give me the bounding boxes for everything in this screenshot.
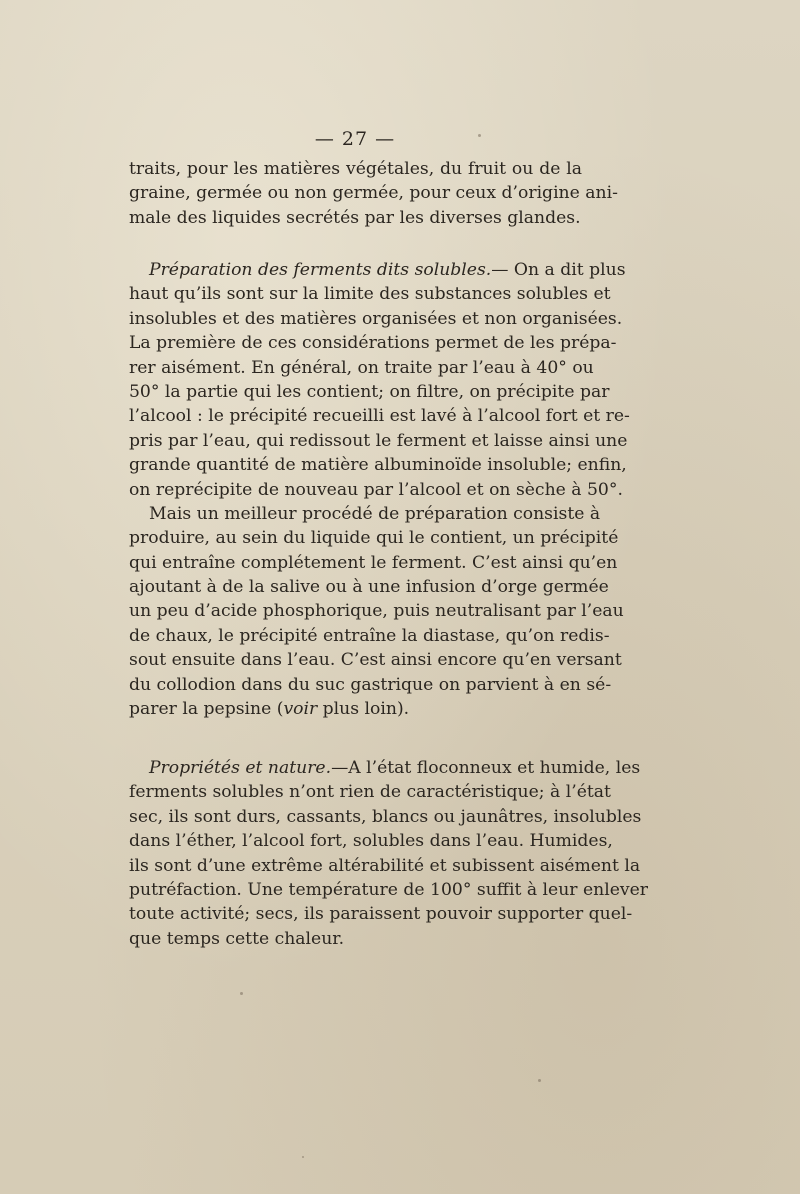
text-line (129, 258, 626, 282)
italic-word: voir (283, 699, 318, 720)
text-line: traits, pour les matières végétales, du fruit ou de la (129, 159, 582, 179)
text-line: produire, au sein du liquide qui le contient, un précipité (129, 528, 619, 549)
text-line: male des liquides secrétés par les diverses glandes. (129, 207, 581, 228)
section-heading-properties: Propriétés et nature. (149, 758, 332, 778)
paper-speck (240, 992, 243, 995)
text-line: haut qu’ils sont sur la limite des substances solubles et (129, 284, 611, 305)
paper-speck (478, 134, 481, 137)
text-line: l’alcool : le précipité recueilli est lavé à l’alcool fort et re- (129, 406, 630, 427)
text-fragment: — On a dit plus (491, 260, 626, 280)
paragraph-properties (129, 756, 648, 951)
text-line: sout ensuite dans l’eau. C’est ainsi encore qu’en versant (129, 650, 622, 671)
text-line: graine, germée ou non germée, pour ceux d’origine ani- (129, 183, 618, 204)
text-line: qui entraîne complétement le ferment. C’est ainsi qu’en (129, 552, 618, 573)
text-line: un peu d’acide phosphorique, puis neutralisant par l’eau (129, 601, 624, 622)
text-fragment: parer la pepsine ( (129, 699, 284, 720)
text-line: on reprécipite de nouveau par l’alcool et on sèche à 50°. (129, 479, 623, 500)
text-line: de chaux, le précipité entraîne la diastase, qu’on redis- (129, 625, 610, 646)
text-line: grande quantité de matière albuminoïde insoluble; enfin, (129, 455, 627, 476)
text-line: La première de ces considérations permet de les prépa- (129, 333, 617, 354)
text-line: ferments solubles n’ont rien de caractéristique; à l’état (129, 782, 611, 803)
text-line: Mais un meilleur procédé de préparation consiste à (149, 503, 601, 524)
paragraph-preparation (129, 258, 630, 721)
paper-speck (302, 1156, 304, 1158)
text-line: ils sont d’une extrême altérabilité et subissent aisément la (129, 855, 641, 876)
section-heading-preparation: Préparation des ferments dits solubles. (149, 260, 492, 280)
text-line: insolubles et des matières organisées et non organisées. (129, 308, 623, 329)
text-line: ajoutant à de la salive ou à une infusion d’orge germée (129, 577, 609, 598)
paragraph-intro (129, 157, 618, 230)
text-line: du collodion dans du suc gastrique on parvient à en sé- (129, 674, 612, 695)
page-number: — 27 — (314, 128, 396, 150)
text-line: toute activité; secs, ils paraissent pouvoir supporter quel- (129, 904, 633, 925)
paper-speck (538, 1079, 541, 1082)
text-line (129, 756, 641, 780)
text-line (129, 697, 582, 721)
text-line: 50° la partie qui les contient; on filtre, on précipite par (129, 381, 610, 402)
text-line: sec, ils sont durs, cassants, blancs ou jaunâtres, insolubles (129, 806, 642, 827)
text-line: dans l’éther, l’alcool fort, solubles dans l’eau. Humides, (129, 831, 613, 852)
text-line: que temps cette chaleur. (129, 928, 345, 949)
text-line: putréfaction. Une température de 100° suffit à leur enlever (129, 879, 648, 900)
text-line: rer aisément. En général, on traite par l’eau à 40° ou (129, 357, 594, 378)
text-fragment: plus loin). (317, 699, 410, 720)
text-line: pris par l’eau, qui redissout le ferment et laisse ainsi une (129, 430, 628, 451)
text-fragment: —A l’état floconneux et humide, les (331, 758, 641, 778)
